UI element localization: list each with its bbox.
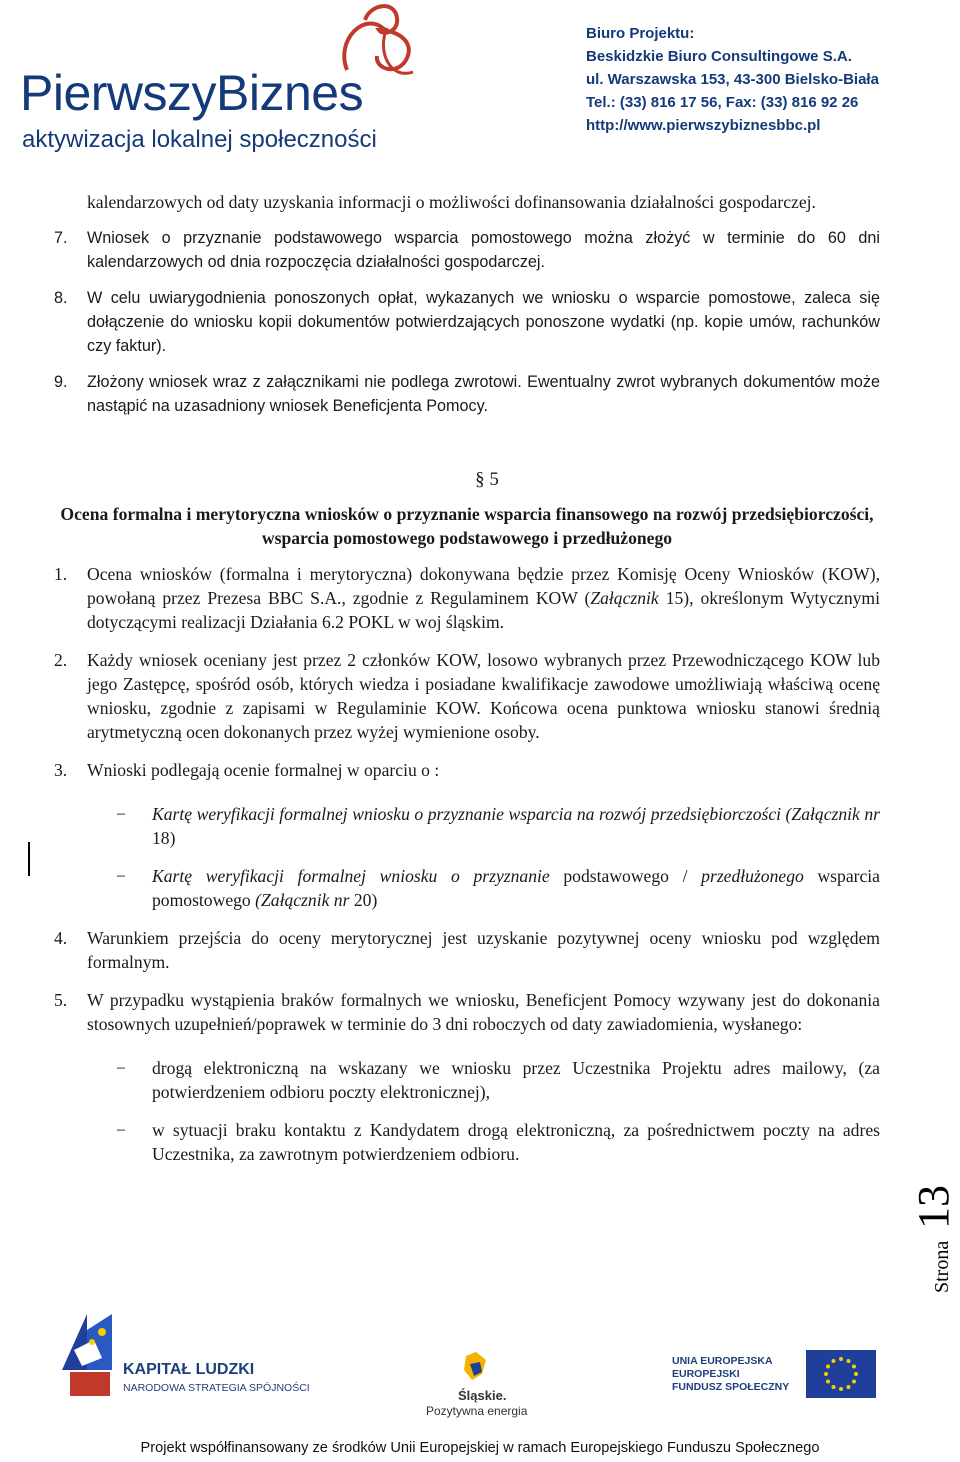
dash-text-plain: wsparcia pomostowego: [152, 866, 880, 910]
item-number: 4.: [54, 928, 68, 948]
dash-text-italic: Kartę weryfikacji formalnej wniosku o przyznanie wsparcia na rozwój przedsiębiorczości (Załącznik nr: [152, 804, 880, 824]
dash-marker: −: [116, 1120, 126, 1140]
kl-title: KAPITAŁ LUDZKI: [123, 1361, 255, 1378]
contact-address: ul. Warszawska 153, 43-300 Bielsko-Biała: [586, 71, 879, 88]
page-label: Strona: [931, 1240, 953, 1293]
item-number: 9.: [54, 373, 68, 391]
item-text: Warunkiem przejścia do oceny merytorycznej jest uzyskanie pozytywnej oceny wniosku pod względem formalnym.: [87, 928, 880, 972]
slaskie-name: Śląskie.: [458, 1388, 507, 1403]
list-item-7: [54, 226, 880, 274]
dash-text: drogą elektroniczną na wskazany we wniosku przez Uczestnika Projektu adres mailowy, (za potwierdzeniem odbioru poczty elektronicznej),: [152, 1058, 880, 1102]
eu-star-icon: [847, 1359, 851, 1363]
item-text: [87, 562, 880, 634]
dash-text-plain: 18): [152, 828, 176, 848]
item-number: 2.: [54, 650, 68, 670]
item-text-a: Ocena wniosków (formalna i merytoryczna) dokonywana będzie przez Komisję Oceny Wniosków (KOW), powołaną przez Prezesa BBC S.A., zgodnie z Regulaminem KOW (: [87, 564, 880, 608]
dash-text-italic: przedłużonego: [701, 866, 804, 886]
dash-marker: −: [116, 804, 126, 824]
item-text: Złożony wniosek wraz z załącznikami nie podlega zwrotowi. Ewentualny zwrot wybranych dokumentów może nastąpić na uzasadniony wniosek Beneficjenta Pomocy.: [87, 373, 880, 415]
list-item-3: [54, 758, 880, 782]
dash-text-plain: 20): [349, 890, 378, 910]
item-text: Każdy wniosek oceniany jest przez 2 członków KOW, losowo wybranych przez Przewodniczącego KOW lub jego Zastępcę, spośród osób, których wiedza i posiadane kwalifikacje zawodowe umożliwiają właściwą ocenę wniosku, zgodnie z zapisami w Regulaminie KOW. Końcowa ocena punktowa wniosku stanowi średnią arytmetyczną ocen dokonanych przez wyżej wymienione osoby.: [87, 650, 880, 742]
item-number: 3.: [54, 760, 68, 780]
list-item-2: [54, 648, 880, 744]
brand-name: PierwszyBiznes: [20, 65, 364, 121]
eu-line-2: EUROPEJSKI: [672, 1368, 740, 1380]
list-item-1: [54, 562, 880, 634]
eu-star-icon: [847, 1385, 851, 1389]
item-text: Wniosek o przyznanie podstawowego wsparcia pomostowego można złożyć w terminie do 60 dni kalendarzowych od dnia rozpoczęcia działalności gospodarczej.: [87, 229, 880, 271]
section-sign: § 5: [475, 469, 499, 490]
eu-line-1: UNIA EUROPEJSKA: [672, 1355, 773, 1367]
eu-star-icon: [832, 1359, 836, 1363]
item-number: 1.: [54, 564, 68, 584]
dash-text: [152, 802, 880, 850]
eu-star-icon: [839, 1387, 843, 1391]
contact-url[interactable]: http://www.pierwszybiznesbbc.pl: [586, 117, 821, 134]
dash-item: [116, 1118, 880, 1166]
revision-bar: [28, 842, 30, 876]
bbc-logo-icon: [325, 0, 435, 96]
dash-item: [116, 1056, 880, 1104]
list-item-5: [54, 988, 880, 1036]
eu-star-icon: [852, 1365, 856, 1369]
eu-star-icon: [832, 1385, 836, 1389]
section-title: Ocena formalna i merytoryczna wniosków o przyznanie wsparcia finansowego na rozwój przedsiębiorczości, wsparcia pomostowego podstawowego i przedłużonego: [60, 504, 874, 548]
eu-star-icon: [854, 1372, 858, 1376]
eu-text: [672, 1355, 789, 1394]
page-number: [900, 1175, 960, 1295]
contact-block: [586, 22, 956, 137]
eu-line-3: FUNDUSZ SPOŁECZNY: [672, 1381, 790, 1393]
dash-text-italic: Kartę weryfikacji formalnej wniosku o przyznanie: [152, 866, 550, 886]
eu-star-icon: [852, 1380, 856, 1384]
eu-star-icon: [824, 1372, 828, 1376]
dash-text-plain: podstawowego /: [549, 866, 702, 886]
page-number-value: 13: [909, 1185, 958, 1229]
dash-text: [152, 864, 880, 912]
eu-star-icon: [839, 1357, 843, 1361]
list-item-9: [54, 370, 880, 418]
item-number: 8.: [54, 289, 68, 307]
slaskie-tagline: Pozytywna energia: [426, 1404, 528, 1418]
item-number: 7.: [54, 229, 68, 247]
dash-marker: −: [116, 1058, 126, 1078]
item-text: W celu uwiarygodnienia ponoszonych opłat, wykazanych we wniosku o wsparcie pomostowe, zaleca się dołączenie do wniosku kopii dokumentów potwierdzających ponoszone wydatki (np. kopie umów, rachunków czy faktur).: [87, 289, 880, 355]
item-text-b: 15), określonym Wytycznymi dotyczącymi realizacji Działania 6.2 POKL w woj śląskim.: [87, 588, 880, 632]
contact-line-2: Beskidzkie Biuro Consultingowe S.A.: [586, 48, 852, 65]
item-text: W przypadku wystąpienia braków formalnych we wniosku, Beneficjent Pomocy wzywany jest do dokonania stosownych uzupełnień/poprawek w terminie do 3 dni roboczych od daty zawiadomienia, wysłanego:: [87, 990, 880, 1034]
item-text: Wnioski podlegają ocenie formalnej w oparciu o :: [87, 760, 440, 780]
kl-subtitle: NARODOWA STRATEGIA SPÓJNOŚCI: [123, 1382, 310, 1394]
eu-flag-icon: [806, 1350, 876, 1398]
contact-line-1: Biuro Projektu:: [586, 25, 695, 42]
item-text-italic: Załącznik: [590, 588, 659, 608]
eu-star-icon: [826, 1365, 830, 1369]
intro-text: kalendarzowych od daty uzyskania informacji o możliwości dofinansowania działalności gospodarczej.: [87, 192, 816, 212]
brand-tagline: aktywizacja lokalnej społeczności: [22, 126, 377, 153]
item-number: 5.: [54, 990, 68, 1010]
eu-star-icon: [826, 1380, 830, 1384]
dash-text: w sytuacji braku kontaktu z Kandydatem drogą elektroniczną, za pośrednictwem poczty na adres Uczestnika, za zawrotnym potwierdzeniem odbioru.: [152, 1120, 880, 1164]
funding-note: Projekt współfinansowany ze środków Unii Europejskiej w ramach Europejskiego Funduszu Społecznego: [140, 1440, 820, 1456]
list-item-4: [54, 926, 880, 974]
dash-item: [116, 802, 880, 850]
dash-item: [116, 864, 880, 912]
list-item-8: [54, 286, 880, 358]
contact-phone: Tel.: (33) 816 17 56, Fax: (33) 816 92 26: [586, 94, 859, 111]
dash-marker: −: [116, 866, 126, 886]
dash-text-italic: (Załącznik nr: [255, 890, 350, 910]
document-body: [54, 190, 880, 1166]
